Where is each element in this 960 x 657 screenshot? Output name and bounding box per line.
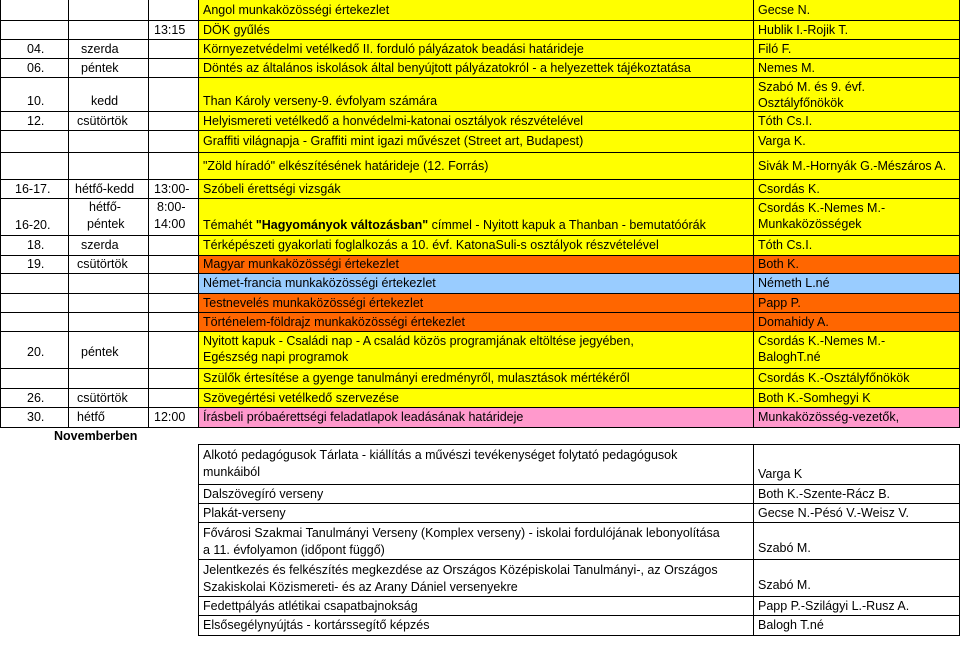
day-text: szerda bbox=[81, 41, 119, 56]
table-row bbox=[0, 313, 960, 332]
date-cell bbox=[0, 153, 68, 180]
table-row bbox=[0, 199, 960, 236]
date-cell bbox=[0, 332, 68, 369]
event-cell bbox=[198, 389, 753, 408]
responsible-text: Both K.-Szente-Rácz B. bbox=[758, 486, 891, 501]
date-cell bbox=[0, 59, 68, 78]
event-text: Testnevelés munkaközösségi értekezlet bbox=[203, 295, 424, 310]
table-row bbox=[0, 408, 960, 428]
date-cell bbox=[0, 294, 68, 313]
responsible-text-2: Munkaközösségek bbox=[758, 217, 862, 231]
date-text: 04. bbox=[27, 41, 45, 56]
date-cell bbox=[0, 256, 68, 274]
time-text: 8:00- bbox=[157, 200, 186, 214]
table-row bbox=[0, 180, 960, 199]
responsible-cell bbox=[753, 485, 960, 504]
day-cell bbox=[68, 21, 148, 40]
time-cell bbox=[148, 408, 198, 428]
table-row bbox=[0, 294, 960, 313]
date-cell bbox=[0, 313, 68, 332]
day-cell bbox=[68, 274, 148, 294]
event-text: Fedettpályás atlétikai csapatbajnokság bbox=[203, 598, 418, 613]
event-emphasis: "Hagyományok változásban" bbox=[255, 218, 429, 232]
responsible-cell bbox=[753, 332, 960, 369]
responsible-cell bbox=[753, 236, 960, 256]
responsible-text: Both K.-Somhegyi K bbox=[758, 390, 871, 405]
day-text: csütörtök bbox=[77, 257, 128, 271]
table-row bbox=[0, 616, 960, 636]
time-cell bbox=[148, 180, 198, 199]
time-cell bbox=[148, 389, 198, 408]
date-cell bbox=[0, 274, 68, 294]
section-label: Novemberben bbox=[54, 429, 138, 443]
event-cell bbox=[198, 59, 753, 78]
responsible-cell bbox=[753, 131, 960, 153]
table-row bbox=[0, 369, 960, 389]
day-cell bbox=[68, 294, 148, 313]
day-cell bbox=[68, 180, 148, 199]
event-cell bbox=[198, 408, 753, 428]
time-text: 13:00- bbox=[154, 181, 190, 196]
date-text: 30. bbox=[27, 410, 45, 424]
table-row bbox=[0, 560, 960, 597]
date-cell bbox=[0, 131, 68, 153]
responsible-cell bbox=[753, 597, 960, 616]
event-text: Német-francia munkaközösségi értekezlet bbox=[203, 276, 436, 290]
table-row bbox=[0, 112, 960, 131]
day-cell bbox=[68, 131, 148, 153]
responsible-cell bbox=[753, 523, 960, 560]
event-text: Graffiti világnapja - Graffiti mint igazi művészet (Street art, Budapest) bbox=[203, 134, 584, 148]
table-row bbox=[0, 504, 960, 523]
responsible-text: Varga K. bbox=[758, 134, 806, 148]
table-row bbox=[0, 485, 960, 504]
responsible-cell bbox=[753, 389, 960, 408]
day-cell bbox=[68, 199, 148, 236]
time-cell bbox=[148, 332, 198, 369]
event-cell bbox=[198, 560, 753, 597]
table-row bbox=[0, 444, 960, 485]
date-cell bbox=[0, 112, 68, 131]
responsible-cell bbox=[753, 369, 960, 389]
event-text-2: a 11. évfolyamon (időpont függő) bbox=[203, 543, 385, 557]
day-cell bbox=[68, 112, 148, 131]
responsible-text: Csordás K.-Nemes M.- bbox=[758, 334, 886, 348]
event-text: Szóbeli érettségi vizsgák bbox=[203, 181, 341, 196]
event-cell bbox=[198, 78, 753, 112]
responsible-text: Szabó M. bbox=[758, 541, 811, 555]
event-cell bbox=[198, 294, 753, 313]
responsible-text: Szabó M. és 9. évf. bbox=[758, 80, 865, 94]
responsible-cell bbox=[753, 112, 960, 131]
time-text: 13:15 bbox=[154, 22, 186, 37]
date-text: 19. bbox=[27, 257, 45, 271]
day-cell bbox=[68, 0, 148, 21]
day-text: péntek bbox=[81, 344, 119, 359]
event-text: Angol munkaközösségi értekezlet bbox=[203, 2, 390, 17]
responsible-text: Csordás K.-Nemes M.- bbox=[758, 201, 886, 215]
date-cell bbox=[0, 78, 68, 112]
day-text-2: péntek bbox=[87, 217, 125, 231]
responsible-text: Gecse N. bbox=[758, 2, 811, 17]
event-text: Történelem-földrajz munkaközösségi értekezlet bbox=[203, 314, 465, 329]
date-cell bbox=[0, 408, 68, 428]
day-cell bbox=[68, 78, 148, 112]
event-text: Térképészeti gyakorlati foglalkozás a 10. évf. KatonaSuli-s osztályok részvételével bbox=[203, 238, 659, 252]
table-row bbox=[0, 40, 960, 59]
time-cell bbox=[148, 131, 198, 153]
day-cell bbox=[68, 236, 148, 256]
responsible-text: Nemes M. bbox=[758, 60, 815, 75]
time-text: 12:00 bbox=[154, 410, 186, 424]
date-cell bbox=[0, 0, 68, 21]
responsible-cell bbox=[753, 504, 960, 523]
time-cell bbox=[148, 313, 198, 332]
event-cell bbox=[198, 180, 753, 199]
day-text: hétfő- bbox=[89, 200, 121, 214]
day-cell bbox=[68, 332, 148, 369]
time-cell bbox=[148, 256, 198, 274]
event-cell bbox=[198, 369, 753, 389]
event-text-2: Szakiskolai Közismereti- és az Arany Dániel versenyekre bbox=[203, 580, 518, 594]
day-cell bbox=[68, 389, 148, 408]
event-cell bbox=[198, 523, 753, 560]
day-cell bbox=[68, 369, 148, 389]
responsible-cell bbox=[753, 256, 960, 274]
time-cell bbox=[148, 274, 198, 294]
time-cell bbox=[148, 59, 198, 78]
responsible-cell bbox=[753, 199, 960, 236]
responsible-cell bbox=[753, 0, 960, 21]
event-cell bbox=[198, 199, 753, 236]
event-text: Than Károly verseny-9. évfolyam számára bbox=[203, 94, 438, 108]
date-text: 16-20. bbox=[15, 218, 51, 232]
responsible-text: Papp P.-Szilágyi L.-Rusz A. bbox=[758, 598, 910, 613]
day-text: péntek bbox=[81, 60, 119, 75]
responsible-text: Szabó M. bbox=[758, 578, 811, 592]
table-row bbox=[0, 274, 960, 294]
event-cell bbox=[198, 313, 753, 332]
event-text: Döntés az általános iskolások által benyújtott pályázatokról - a helyezettek tájékoztatása bbox=[203, 60, 691, 75]
table-row bbox=[0, 0, 960, 21]
event-text: Nyitott kapuk - Családi nap - A család közös programjának eltöltése jegyében, bbox=[203, 334, 634, 348]
event-text: Szövegértési vetélkedő szervezése bbox=[203, 390, 399, 405]
event-cell bbox=[198, 21, 753, 40]
day-cell bbox=[68, 256, 148, 274]
event-text: Témahét "Hagyományok változásban" címmel - Nyitott kapuk a Thanban - bemutatóórák bbox=[203, 218, 706, 232]
day-text: kedd bbox=[91, 94, 119, 108]
event-cell bbox=[198, 616, 753, 636]
event-text: Írásbeli próbaérettségi feladatlapok leadásának határideje bbox=[203, 410, 524, 424]
table-row bbox=[0, 59, 960, 78]
responsible-cell bbox=[753, 21, 960, 40]
table-row bbox=[0, 332, 960, 369]
date-cell bbox=[0, 180, 68, 199]
event-cell bbox=[198, 274, 753, 294]
date-text: 10. bbox=[27, 94, 45, 108]
date-cell bbox=[0, 21, 68, 40]
responsible-cell bbox=[753, 408, 960, 428]
section-header bbox=[0, 428, 960, 444]
time-cell bbox=[148, 236, 198, 256]
event-cell bbox=[198, 153, 753, 180]
date-text: 12. bbox=[27, 113, 45, 128]
responsible-cell bbox=[753, 444, 960, 485]
day-cell bbox=[68, 59, 148, 78]
date-cell bbox=[0, 236, 68, 256]
responsible-text: Munkaközösség-vezetők, bbox=[758, 410, 900, 424]
responsible-cell bbox=[753, 59, 960, 78]
event-text: DÖK gyűlés bbox=[203, 22, 270, 37]
event-text: "Zöld híradó" elkészítésének határideje (12. Forrás) bbox=[203, 158, 489, 173]
responsible-cell bbox=[753, 153, 960, 180]
responsible-cell bbox=[753, 616, 960, 636]
responsible-cell bbox=[753, 313, 960, 332]
table-row bbox=[0, 597, 960, 616]
responsible-text: Tóth Cs.I. bbox=[758, 113, 813, 128]
date-text: 26. bbox=[27, 390, 45, 405]
table-row bbox=[0, 523, 960, 560]
event-text: Magyar munkaközösségi értekezlet bbox=[203, 257, 399, 271]
event-cell bbox=[198, 40, 753, 59]
responsible-text-2: BaloghT.né bbox=[758, 350, 821, 364]
responsible-text: Gecse N.-Pésó V.-Weisz V. bbox=[758, 505, 909, 520]
event-cell bbox=[198, 504, 753, 523]
table-row bbox=[0, 236, 960, 256]
event-text: Plakát-verseny bbox=[203, 505, 286, 520]
time-cell bbox=[148, 199, 198, 236]
table-row bbox=[0, 78, 960, 112]
event-text: Dalszövegíró verseny bbox=[203, 486, 324, 501]
responsible-text: Varga K bbox=[758, 467, 803, 481]
event-highlight bbox=[199, 21, 753, 39]
responsible-text: Csordás K.-Osztályfőnökök bbox=[758, 371, 910, 385]
event-cell bbox=[198, 444, 753, 485]
responsible-text: Both K. bbox=[758, 257, 799, 271]
event-text: Elsősegélynyújtás - kortárssegítő képzés bbox=[203, 618, 430, 632]
event-cell bbox=[198, 597, 753, 616]
day-text: csütörtök bbox=[77, 390, 128, 405]
event-cell bbox=[198, 256, 753, 274]
responsible-cell bbox=[753, 274, 960, 294]
time-cell bbox=[148, 21, 198, 40]
date-cell bbox=[0, 40, 68, 59]
event-text: Jelentkezés és felkészítés megkezdése az Országos Középiskolai Tanulmányi-, az Országos bbox=[203, 563, 718, 577]
responsible-text: Németh L.né bbox=[758, 276, 830, 290]
date-text: 06. bbox=[27, 60, 45, 75]
day-cell bbox=[68, 153, 148, 180]
event-cell bbox=[198, 236, 753, 256]
event-cell bbox=[198, 131, 753, 153]
event-text: Környezetvédelmi vetélkedő II. forduló pályázatok beadási határideje bbox=[203, 41, 584, 56]
responsible-text: Hublik I.-Rojik T. bbox=[758, 22, 849, 37]
responsible-text: Filó F. bbox=[758, 41, 792, 56]
responsible-cell bbox=[753, 560, 960, 597]
date-text: 18. bbox=[27, 238, 45, 252]
day-text: hétfő-kedd bbox=[75, 181, 135, 196]
responsible-cell bbox=[753, 294, 960, 313]
time-cell bbox=[148, 40, 198, 59]
time-cell bbox=[148, 294, 198, 313]
event-cell bbox=[198, 112, 753, 131]
time-cell bbox=[148, 369, 198, 389]
event-text: Fővárosi Szakmai Tanulmányi Verseny (Komplex verseny) - iskolai fordulójának lebonyolítása bbox=[203, 526, 720, 540]
date-cell bbox=[0, 389, 68, 408]
table-row bbox=[0, 131, 960, 153]
day-text: csütörtök bbox=[77, 113, 128, 128]
responsible-text: Sivák M.-Hornyák G.-Mészáros A. bbox=[758, 158, 947, 173]
responsible-cell bbox=[753, 180, 960, 199]
event-text: Helyismereti vetélkedő a honvédelmi-katonai osztályok részvételével bbox=[203, 113, 584, 128]
responsible-text-2: Osztályfőnökök bbox=[758, 96, 844, 110]
event-text-2: Egészség napi programok bbox=[203, 350, 349, 364]
table-row bbox=[0, 153, 960, 180]
date-cell bbox=[0, 199, 68, 236]
event-text: Alkotó pedagógusok Tárlata - kiállítás a művészi tevékenységet folytató pedagógusok bbox=[203, 448, 678, 462]
table-row bbox=[0, 389, 960, 408]
table-row bbox=[0, 21, 960, 40]
time-text-2: 14:00 bbox=[154, 217, 186, 231]
day-text: szerda bbox=[81, 238, 119, 252]
time-cell bbox=[148, 112, 198, 131]
responsible-text: Balogh T.né bbox=[758, 618, 824, 632]
event-text: Szülők értesítése a gyenge tanulmányi eredményről, mulasztások mértékéről bbox=[203, 371, 630, 385]
responsible-text: Tóth Cs.I. bbox=[758, 238, 813, 252]
day-cell bbox=[68, 40, 148, 59]
event-cell bbox=[198, 332, 753, 369]
event-cell bbox=[198, 0, 753, 21]
day-cell bbox=[68, 313, 148, 332]
time-cell bbox=[148, 78, 198, 112]
responsible-text: Domahidy A. bbox=[758, 314, 829, 329]
responsible-cell bbox=[753, 40, 960, 59]
event-cell bbox=[198, 485, 753, 504]
day-cell bbox=[68, 408, 148, 428]
time-cell bbox=[148, 0, 198, 21]
responsible-cell bbox=[753, 78, 960, 112]
date-text: 16-17. bbox=[15, 181, 51, 196]
day-text: hétfő bbox=[77, 410, 105, 424]
time-cell bbox=[148, 153, 198, 180]
event-text-2: munkáiból bbox=[203, 465, 260, 479]
table-row bbox=[0, 256, 960, 274]
responsible-text: Csordás K. bbox=[758, 181, 820, 196]
date-text: 20. bbox=[27, 344, 45, 359]
responsible-text: Papp P. bbox=[758, 295, 801, 310]
date-cell bbox=[0, 369, 68, 389]
